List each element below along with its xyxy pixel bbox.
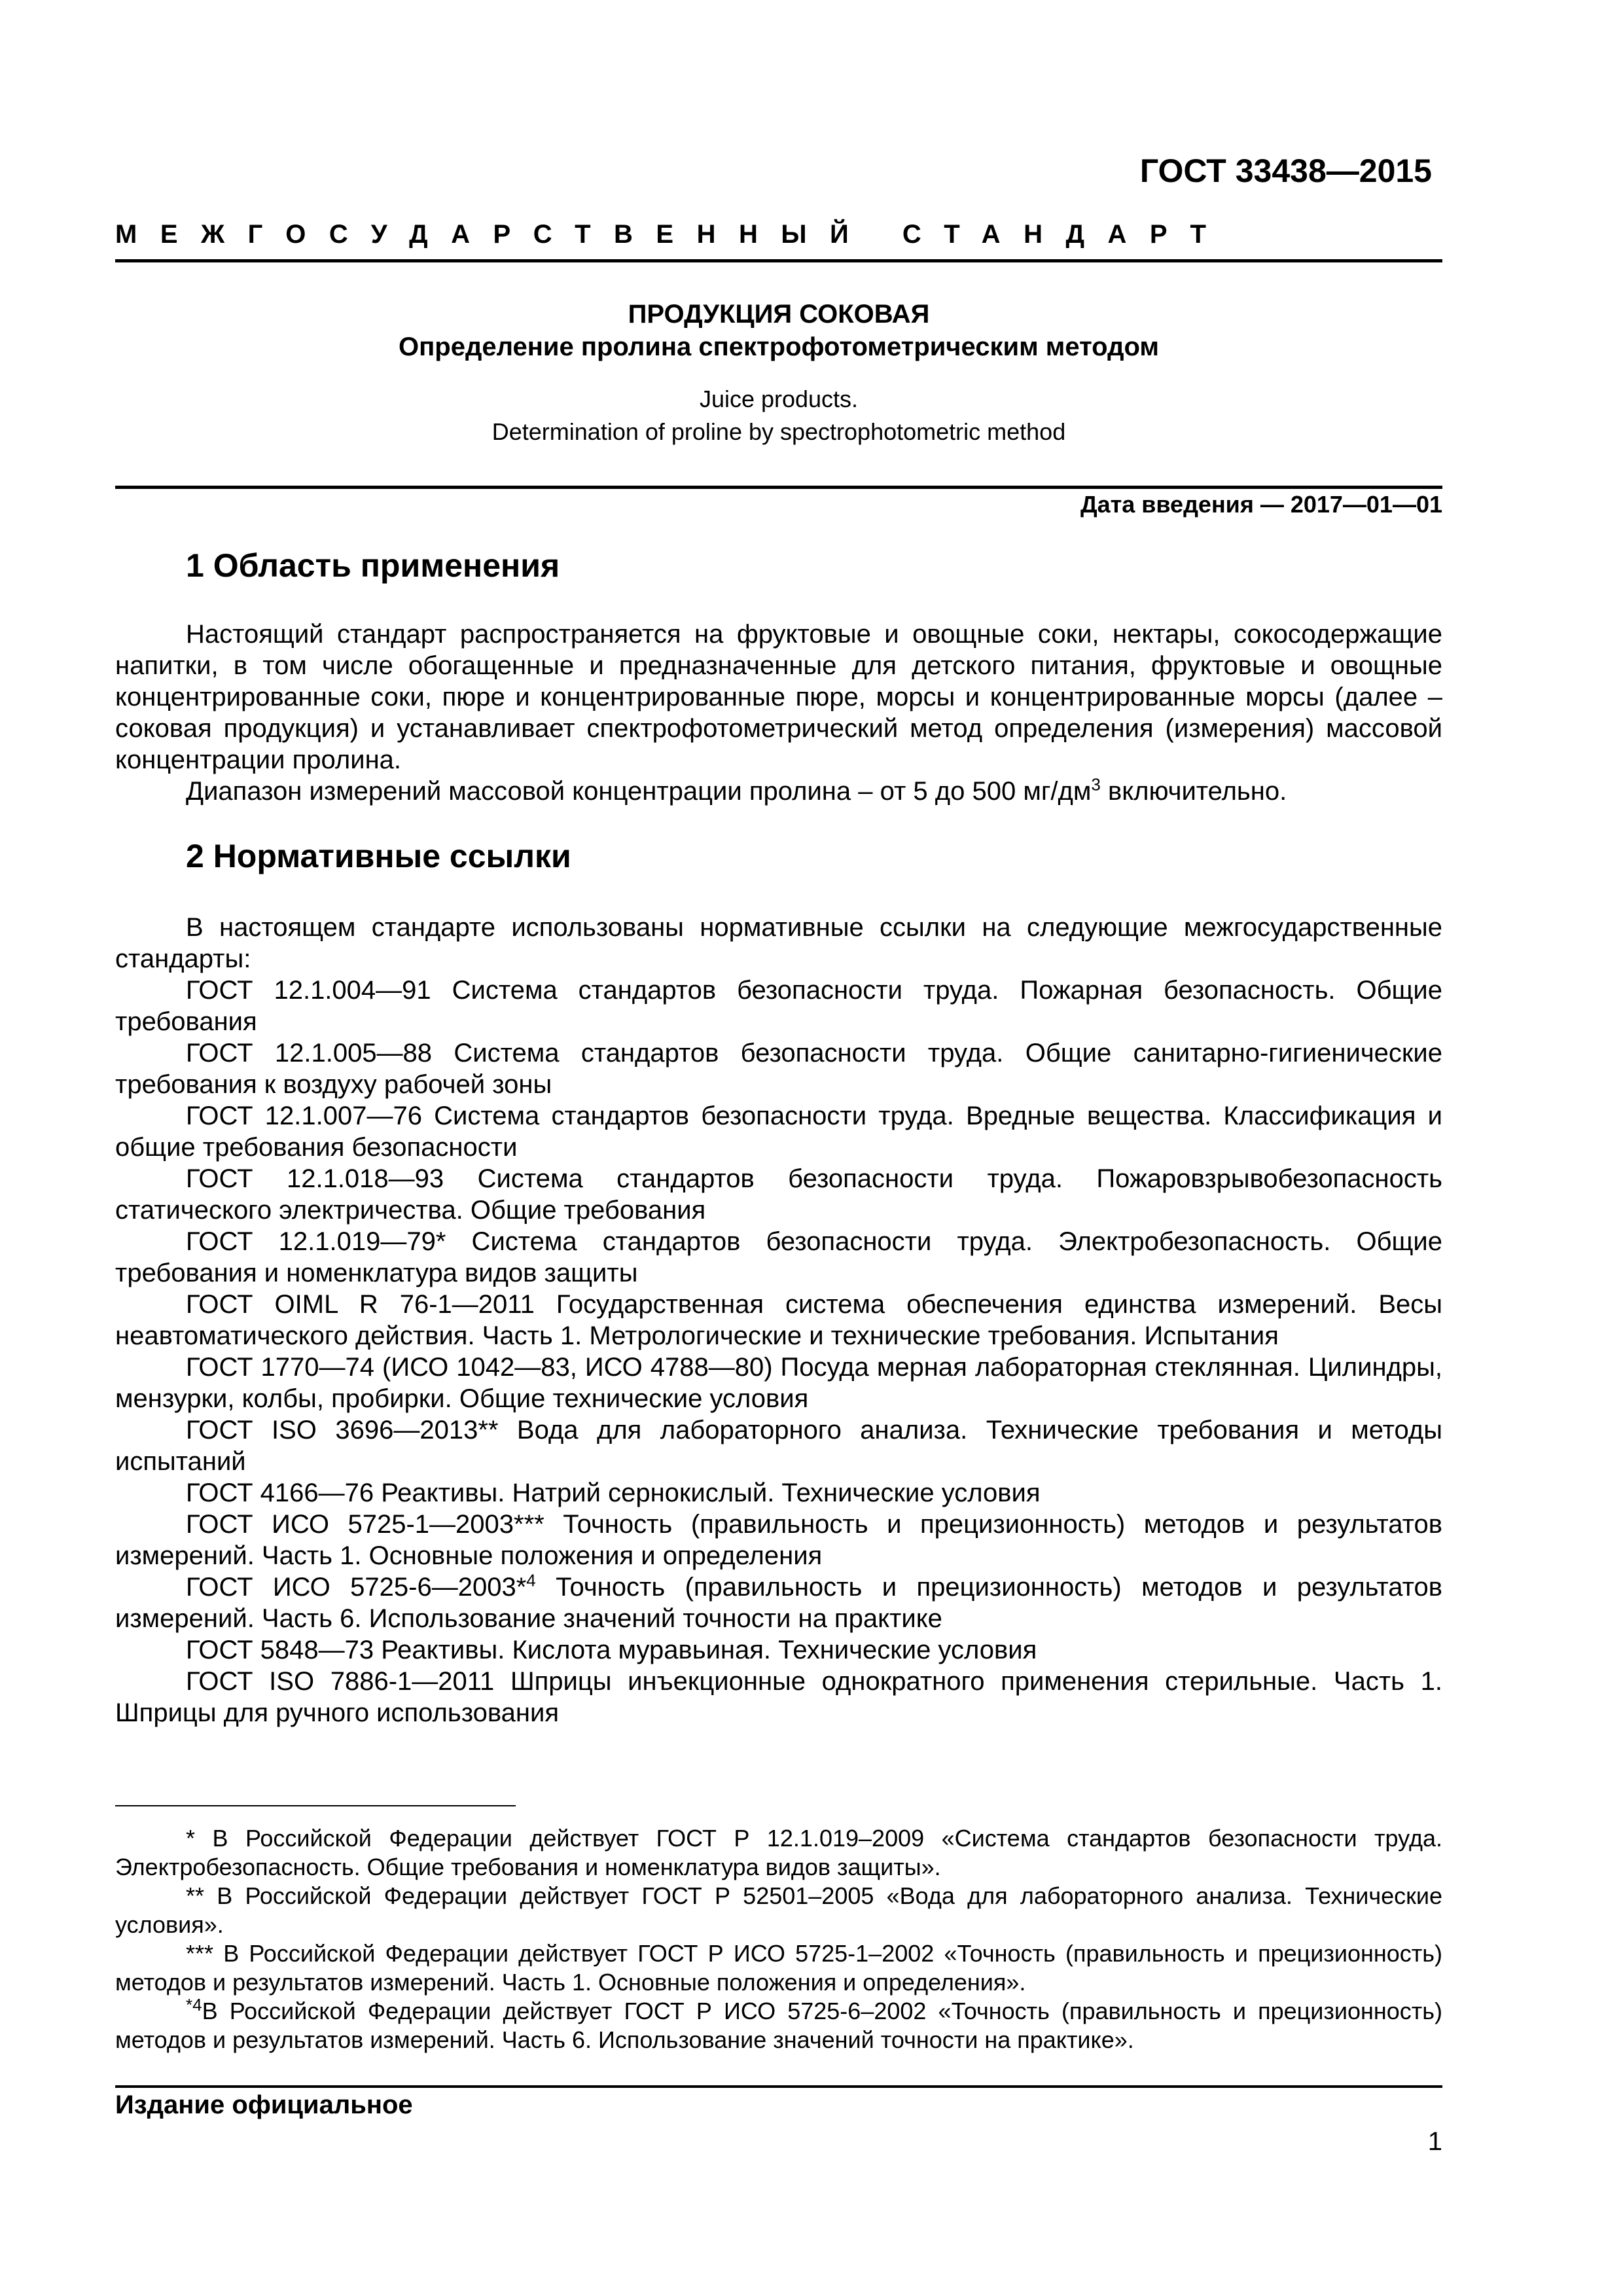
reference-item: ГОСТ ISO 3696—2013** Вода для лабораторного анализа. Технические требования и методы испытаний — [115, 1416, 1442, 1476]
reference-iso6-superscript: 4 — [526, 1570, 536, 1590]
title-en-main: Juice products. — [699, 386, 859, 412]
reference-item — [115, 1571, 1442, 1634]
footnotes — [115, 1824, 1442, 2054]
reference-item: ГОСТ OIML R 76-1—2011 Государственная система обеспечения единства измерений. Весы неавтоматического действия. Часть 1. Метрологические и технические требования. Испытания — [115, 1290, 1442, 1350]
reference-item: ГОСТ 4166—76 Реактивы. Натрий сернокислый. Технические условия — [186, 1479, 1041, 1507]
reference-item: ГОСТ 12.1.005—88 Система стандартов безопасности труда. Общие санитарно-гигиенические требования к воздуху рабочей зоны — [115, 1039, 1442, 1099]
footnote-4 — [115, 1997, 1442, 2054]
footnote-1: * В Российской Федерации действует ГОСТ Р 12.1.019–2009 «Система стандартов безопасности труда. Электробезопасность. Общие требования и номенклатура видов защиты». — [115, 1825, 1442, 1880]
section-2-body — [115, 912, 1442, 1729]
title-en-sub: Determination of proline by spectrophotometric method — [491, 418, 1066, 445]
introduction-date: Дата введения — 2017—01—01 — [1080, 491, 1442, 518]
title-en — [115, 383, 1442, 448]
page-number: 1 — [1427, 2127, 1442, 2156]
section-1-paragraph: Настоящий стандарт распространяется на фруктовые и овощные соки, нектары, сокосодержащие напитки, в том числе обогащенные и предназначенные для детского питания, фруктовые и овощные концентрированные соки, пюре и концентрированные пюре, морсы и концентрированные морсы (далее – соковая продукция) и устанавливает спектрофотометрический метод определения (измерения) массовой концентрации пролина. — [115, 620, 1442, 774]
section-2-intro: В настоящем стандарте использованы нормативные ссылки на следующие межгосударственные стандарты: — [115, 913, 1442, 973]
reference-item: ГОСТ 1770—74 (ИСО 1042—83, ИСО 4788—80) Посуда мерная лабораторная стеклянная. Цилиндры, мензурки, колбы, пробирки. Общие технические условия — [115, 1353, 1442, 1413]
range-text: Диапазон измерений массовой концентрации пролина – от 5 до 500 мг/дм — [186, 777, 1092, 806]
reference-item: ГОСТ 12.1.004—91 Система стандартов безопасности труда. Пожарная безопасность. Общие требования — [115, 976, 1442, 1036]
section-2-heading: 2 Нормативные ссылки — [186, 838, 571, 874]
footnote-4-marker: *4 — [186, 1995, 202, 2015]
standard-type-label: МЕЖГОСУДАРСТВЕННЫЙ СТАНДАРТ — [115, 220, 1230, 249]
footer-rule — [115, 2085, 1442, 2088]
title-ru-sub: Определение пролина спектрофотометрическим методом — [399, 332, 1159, 361]
reference-iso6-code: ГОСТ ИСО 5725-6—2003* — [186, 1573, 527, 1602]
range-unit-superscript: 3 — [1091, 774, 1101, 795]
section-1-body — [115, 619, 1442, 807]
reference-item: ГОСТ 12.1.019—79* Система стандартов безопасности труда. Электробезопасность. Общие требования и номенклатура видов защиты — [115, 1227, 1442, 1287]
document-code: ГОСТ 33438—2015 — [1139, 152, 1432, 189]
footnote-2: ** В Российской Федерации действует ГОСТ Р 52501–2005 «Вода для лабораторного анализа. Технические условия». — [115, 1882, 1442, 1938]
range-text-end: включительно. — [1100, 777, 1287, 806]
reference-item: ГОСТ ISO 7886-1—2011 Шприцы инъекционные однократного применения стерильные. Часть 1. Шприцы для ручного использования — [115, 1667, 1442, 1727]
title-ru-main: ПРОДУКЦИЯ СОКОВАЯ — [628, 300, 930, 329]
reference-iso6-text: Точность (правильность и прецизионность) методов и результатов измерений. Часть 6. Использование значений точности на практике — [115, 1573, 1443, 1633]
reference-item: ГОСТ 5848—73 Реактивы. Кислота муравьиная. Технические условия — [186, 1636, 1037, 1664]
reference-item: ГОСТ 12.1.018—93 Система стандартов безопасности труда. Пожаровзрывобезопасность статического электричества. Общие требования — [115, 1164, 1442, 1225]
section-1-range-paragraph — [115, 776, 1442, 807]
header-rule — [115, 259, 1442, 262]
title-ru — [115, 298, 1442, 363]
title-rule — [115, 486, 1442, 489]
reference-item: ГОСТ 12.1.007—76 Система стандартов безопасности труда. Вредные вещества. Классификация и общие требования безопасности — [115, 1102, 1442, 1162]
footnote-4-text: В Российской Федерации действует ГОСТ Р ИСО 5725-6–2002 «Точность (правильность и прецизионность) методов и результатов измерений. Часть 6. Использование значений точности на практике». — [115, 1998, 1442, 2053]
footnote-separator — [115, 1805, 516, 1806]
section-1-heading: 1 Область применения — [186, 547, 560, 584]
official-edition-label: Издание официальное — [115, 2090, 413, 2119]
reference-item: ГОСТ ИСО 5725-1—2003*** Точность (правильность и прецизионность) методов и результатов измерений. Часть 1. Основные положения и определения — [115, 1510, 1442, 1570]
footnote-3: *** В Российской Федерации действует ГОСТ Р ИСО 5725-1–2002 «Точность (правильность и прецизионность) методов и результатов измерений. Часть 1. Основные положения и определения». — [115, 1940, 1442, 1996]
